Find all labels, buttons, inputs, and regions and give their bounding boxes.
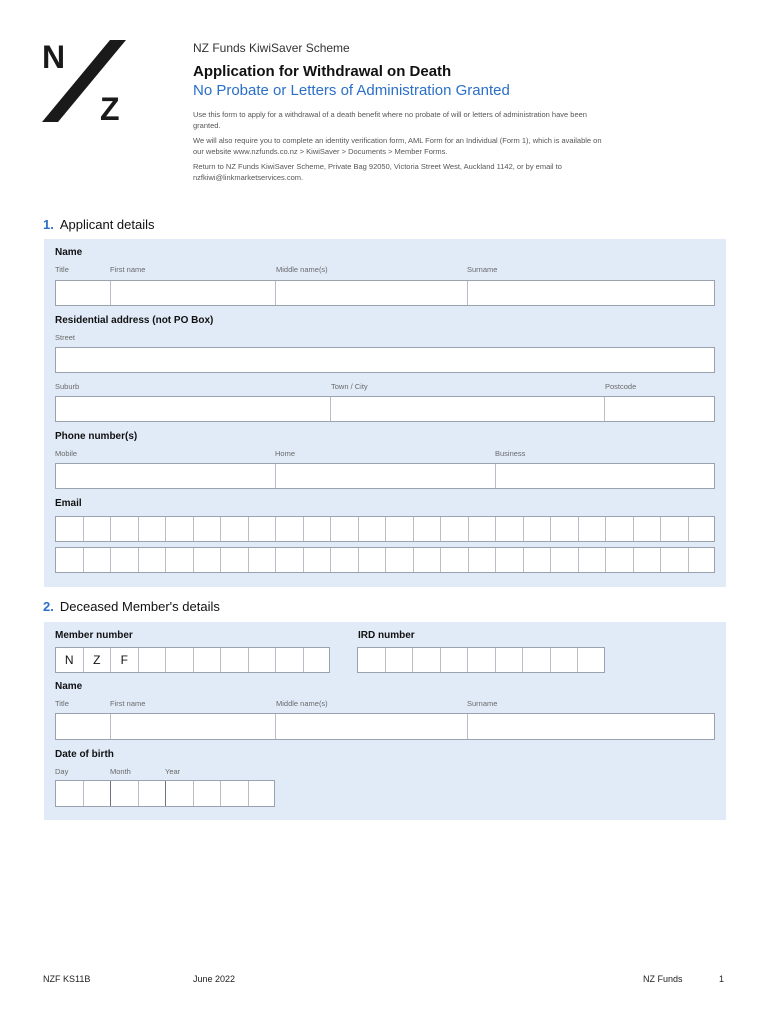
email-label: Email xyxy=(55,498,82,509)
ird-digit-cell[interactable] xyxy=(468,648,496,672)
town-input[interactable] xyxy=(331,397,605,421)
dob-field[interactable] xyxy=(55,780,275,807)
email-char-cell[interactable] xyxy=(111,548,139,572)
member-middle-name-label: Middle name(s) xyxy=(276,699,328,708)
email-char-cell[interactable] xyxy=(496,517,524,541)
email-char-cell[interactable] xyxy=(386,548,414,572)
email-char-cell[interactable] xyxy=(194,548,222,572)
section-1-number: 1. xyxy=(43,217,54,232)
dob-year-label: Year xyxy=(165,767,181,776)
email-char-cell[interactable] xyxy=(221,548,249,572)
applicant-middle-name-label: Middle name(s) xyxy=(276,265,328,274)
street-input[interactable] xyxy=(55,347,715,373)
dob-year-cell[interactable] xyxy=(221,781,249,806)
email-char-cell[interactable] xyxy=(469,517,497,541)
email-char-cell[interactable] xyxy=(166,517,194,541)
section-2-title: Deceased Member's details xyxy=(59,599,220,614)
ird-digit-cell[interactable] xyxy=(413,648,441,672)
email-char-cell[interactable] xyxy=(414,548,442,572)
ird-digit-cell[interactable] xyxy=(358,648,386,672)
section-2-heading xyxy=(43,599,220,614)
postcode-input[interactable] xyxy=(605,397,714,421)
applicant-surname-label: Surname xyxy=(467,265,498,274)
email-input-row-2[interactable] xyxy=(55,547,715,573)
dob-day-cell[interactable] xyxy=(56,781,84,806)
applicant-title-label: Title xyxy=(55,265,69,274)
logo-letter-n: N xyxy=(42,40,66,75)
email-char-cell[interactable] xyxy=(221,517,249,541)
email-char-cell[interactable] xyxy=(276,517,304,541)
email-char-cell[interactable] xyxy=(551,548,579,572)
member-prefix-n: N xyxy=(56,648,84,672)
email-char-cell[interactable] xyxy=(331,548,359,572)
business-phone-input[interactable] xyxy=(496,464,714,488)
email-input-row-1[interactable] xyxy=(55,516,715,542)
street-label: Street xyxy=(55,333,76,342)
member-name-field xyxy=(55,713,715,740)
email-char-cell[interactable] xyxy=(414,517,442,541)
intro-paragraph-1: Use this form to apply for a withdrawal of a death benefit where no probate of will or letters of administration have been granted. xyxy=(193,110,587,130)
email-char-cell[interactable] xyxy=(634,517,662,541)
footer-page-number: 1 xyxy=(719,974,725,984)
dob-label: Date of birth xyxy=(55,749,114,760)
suburb-input[interactable] xyxy=(56,397,331,421)
email-char-cell[interactable] xyxy=(249,517,277,541)
ird-digit-cell[interactable] xyxy=(551,648,579,672)
dob-year-cell[interactable] xyxy=(166,781,194,806)
member-digit-cell[interactable] xyxy=(166,648,194,672)
member-number-label: Member number xyxy=(55,630,133,641)
applicant-surname-input[interactable] xyxy=(468,281,714,305)
email-char-cell[interactable] xyxy=(441,517,469,541)
email-char-cell[interactable] xyxy=(194,517,222,541)
applicant-name-field xyxy=(55,280,715,306)
nz-funds-logo xyxy=(42,40,128,122)
footer-brand: NZ Funds xyxy=(643,974,683,984)
suburb-label: Suburb xyxy=(55,382,80,391)
member-surname-input[interactable] xyxy=(468,714,714,739)
member-digit-cell[interactable] xyxy=(194,648,222,672)
email-char-cell[interactable] xyxy=(249,548,277,572)
member-prefix-z: Z xyxy=(84,648,112,672)
address-label: Residential address (not PO Box) xyxy=(55,315,214,326)
ird-digit-cell[interactable] xyxy=(496,648,524,672)
postcode-label: Postcode xyxy=(605,382,637,391)
email-char-cell[interactable] xyxy=(359,548,387,572)
mobile-input[interactable] xyxy=(56,464,276,488)
dob-year-cell[interactable] xyxy=(249,781,274,806)
email-char-cell[interactable] xyxy=(551,517,579,541)
ird-digit-cell[interactable] xyxy=(578,648,602,672)
member-surname-label: Surname xyxy=(467,699,498,708)
logo-letter-z: Z xyxy=(100,91,120,122)
applicant-first-name-label: First name xyxy=(110,265,146,274)
dob-month-cell[interactable] xyxy=(139,781,167,806)
email-char-cell[interactable] xyxy=(166,548,194,572)
phone-field xyxy=(55,463,715,489)
applicant-name-label: Name xyxy=(55,247,83,258)
email-char-cell[interactable] xyxy=(634,548,662,572)
member-number-field[interactable] xyxy=(55,647,330,673)
ird-number-field[interactable] xyxy=(357,647,605,673)
applicant-first-name-input[interactable] xyxy=(111,281,276,305)
email-char-cell[interactable] xyxy=(386,517,414,541)
email-char-cell[interactable] xyxy=(276,548,304,572)
email-char-cell[interactable] xyxy=(606,517,634,541)
member-digit-cell[interactable] xyxy=(304,648,329,672)
member-name-label: Name xyxy=(55,681,83,692)
member-prefix-f: F xyxy=(111,648,139,672)
ird-digit-cell[interactable] xyxy=(523,648,551,672)
email-char-cell[interactable] xyxy=(661,517,689,541)
email-char-cell[interactable] xyxy=(524,517,552,541)
town-label: Town / City xyxy=(331,382,368,391)
address-line-field xyxy=(55,396,715,422)
member-digit-cell[interactable] xyxy=(249,648,277,672)
member-title-input[interactable] xyxy=(56,714,111,739)
email-char-cell[interactable] xyxy=(661,548,689,572)
email-char-cell[interactable] xyxy=(331,517,359,541)
email-char-cell[interactable] xyxy=(579,548,607,572)
email-char-cell[interactable] xyxy=(469,548,497,572)
business-label: Business xyxy=(495,449,526,458)
email-char-cell[interactable] xyxy=(496,548,524,572)
email-char-cell[interactable] xyxy=(579,517,607,541)
ird-number-label: IRD number xyxy=(358,630,415,641)
email-char-cell[interactable] xyxy=(606,548,634,572)
member-digit-cell[interactable] xyxy=(139,648,167,672)
applicant-middle-name-input[interactable] xyxy=(276,281,468,305)
email-char-cell[interactable] xyxy=(84,517,112,541)
section-1-title: Applicant details xyxy=(59,217,155,232)
dob-year-cell[interactable] xyxy=(194,781,222,806)
email-char-cell[interactable] xyxy=(84,548,112,572)
email-char-cell[interactable] xyxy=(139,517,167,541)
email-char-cell[interactable] xyxy=(441,548,469,572)
email-char-cell[interactable] xyxy=(359,517,387,541)
email-char-cell[interactable] xyxy=(139,548,167,572)
member-middle-name-input[interactable] xyxy=(276,714,468,739)
email-char-cell[interactable] xyxy=(304,548,332,572)
home-label: Home xyxy=(275,449,296,458)
member-digit-cell[interactable] xyxy=(276,648,304,672)
member-title-label: Title xyxy=(55,699,69,708)
home-phone-input[interactable] xyxy=(276,464,496,488)
member-digit-cell[interactable] xyxy=(221,648,249,672)
dob-day-cell[interactable] xyxy=(84,781,112,806)
email-char-cell[interactable] xyxy=(304,517,332,541)
email-char-cell[interactable] xyxy=(689,517,715,541)
intro-paragraph-2: We will also require you to complete an identity verification form, AML Form for an Individual (Form 1), which is available on our website www.nzfunds.co.nz > KiwiSaver > Documents > Member Forms. xyxy=(193,136,602,156)
member-first-name-input[interactable] xyxy=(111,714,276,739)
form-subtitle: No Probate or Letters of Administration Granted xyxy=(193,82,510,99)
dob-month-label: Month xyxy=(110,767,131,776)
email-char-cell[interactable] xyxy=(111,517,139,541)
ird-digit-cell[interactable] xyxy=(386,648,414,672)
ird-digit-cell[interactable] xyxy=(441,648,469,672)
email-char-cell[interactable] xyxy=(689,548,715,572)
phone-label: Phone number(s) xyxy=(55,431,138,442)
scheme-name: NZ Funds KiwiSaver Scheme xyxy=(193,41,350,55)
mobile-label: Mobile xyxy=(55,449,78,458)
form-title: Application for Withdrawal on Death xyxy=(193,63,452,80)
intro-paragraph-3: Return to NZ Funds KiwiSaver Scheme, Private Bag 92050, Victoria Street West, Auckland 1142, or by email to nzfkiwi@linkmarketservices.com. xyxy=(193,162,562,182)
dob-day-label: Day xyxy=(55,767,69,776)
dob-month-cell[interactable] xyxy=(111,781,139,806)
footer-form-code: NZF KS11B xyxy=(43,974,91,984)
applicant-title-input[interactable] xyxy=(56,281,111,305)
section-1-heading xyxy=(43,217,155,232)
email-char-cell[interactable] xyxy=(56,548,84,572)
member-first-name-label: First name xyxy=(110,699,146,708)
footer-date: June 2022 xyxy=(193,974,236,984)
email-char-cell[interactable] xyxy=(524,548,552,572)
section-2-number: 2. xyxy=(43,599,54,614)
email-char-cell[interactable] xyxy=(56,517,84,541)
